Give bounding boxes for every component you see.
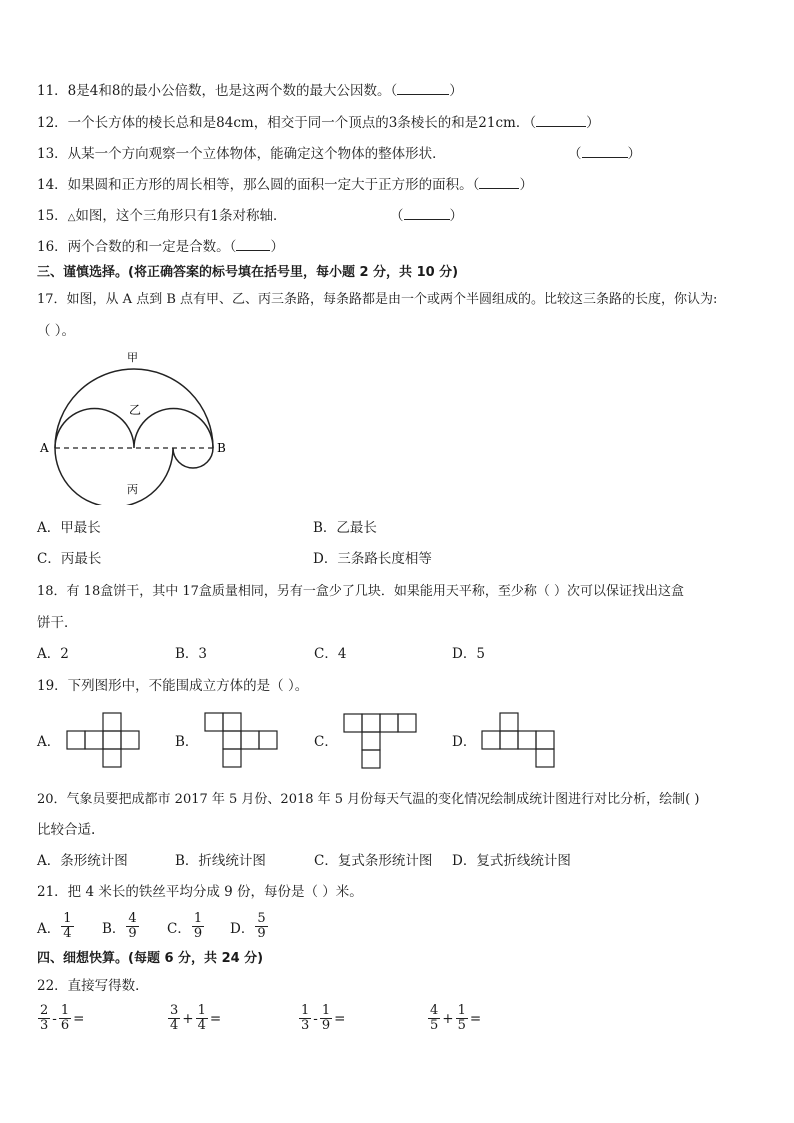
q18-option-b[interactable]: B．3 (175, 646, 208, 662)
cube-net-a[interactable] (66, 712, 142, 770)
question-22: 22．直接写得数． (37, 978, 149, 994)
q20-option-c[interactable]: C．复式条形统计图 (314, 853, 433, 869)
question-13-answer: （ ） (568, 146, 641, 162)
q18-option-a[interactable]: A．2 (37, 646, 69, 662)
label-point-b: B (217, 441, 226, 455)
q22-expression-3: $\frac{1}{3}$ - $\frac{1}{9}$ = (301, 1003, 346, 1033)
fraction: $\frac{5}{9}$ (257, 911, 266, 941)
fraction: $\frac{1}{4}$ (63, 911, 72, 941)
question-20-line1: 20．气象员要把成都市 2017 年 5 月份、2018 年 5 月份每天气温的变化情况绘制成统计图进行对比分析，绘制( ) (37, 792, 700, 807)
question-21: 21．把 4 米长的铁丝平均分成 9 份，每份是（ ）米。 (37, 884, 363, 900)
q18-option-c[interactable]: C．4 (314, 646, 347, 662)
answer-blank[interactable] (536, 114, 586, 127)
fraction: $\frac{1}{9}$ (193, 911, 203, 941)
q19-label-d[interactable]: D． (452, 734, 477, 750)
question-11: 11．8是4和8的最小公倍数，也是这两个数的最大公因数。（ ） (37, 83, 463, 99)
q21-option-c[interactable]: C． $\frac{1}{9}$ (167, 911, 203, 941)
answer-blank[interactable] (404, 207, 450, 220)
label-yi: 乙 (129, 403, 142, 417)
question-14: 14．如果圆和正方形的周长相等，那么圆的面积一定大于正方形的面积。（ ） (37, 177, 533, 193)
path-bing (55, 448, 213, 505)
q21-option-d[interactable]: D． $\frac{5}{9}$ (230, 911, 266, 941)
question-18-line2: 饼干． (37, 615, 78, 631)
question-17-line1: 17．如图，从 A 点到 B 点有甲、乙、丙三条路，每条路都是由一个或两个半圆组成的。比较这三条路的长度，你认为: (37, 292, 718, 307)
question-16: 16．两个合数的和一定是合数。（ ） (37, 239, 284, 255)
question-18-line1: 18．有 18盒饼干，其中 17盒质量相同，另有一盒少了几块．如果能用天平称，至少称（ ）次可以保证找出这盒 (37, 584, 685, 599)
q17-option-b[interactable]: B．乙最长 (313, 520, 377, 536)
q22-expression-1: $\frac{2}{3}$ - $\frac{1}{6}$ = (40, 1003, 85, 1033)
q19-label-b[interactable]: B． (175, 734, 199, 750)
cube-net-d[interactable] (481, 712, 557, 770)
section-4-heading: 四、细想快算。(每题 6 分，共 24 分) (37, 951, 264, 966)
question-12: 12．一个长方体的棱长总和是84cm，相交于同一个顶点的3条棱长的和是21cm．（ ） (37, 115, 600, 131)
answer-blank[interactable] (397, 82, 449, 95)
cube-net-b[interactable] (204, 712, 280, 770)
q17-option-c[interactable]: C．丙最长 (37, 551, 102, 567)
q22-expression-4: $\frac{4}{5}$ + $\frac{1}{5}$ = (430, 1003, 482, 1033)
q17-option-d[interactable]: D．三条路长度相等 (313, 551, 432, 567)
label-jia: 甲 (127, 351, 138, 364)
semicircle-paths-figure (35, 345, 245, 505)
question-15-answer: （ ） (390, 208, 463, 224)
question-13: 13．从某一个方向观察一个立体物体，能确定这个物体的整体形状． (37, 146, 446, 162)
answer-blank[interactable] (582, 145, 628, 158)
answer-blank[interactable] (236, 238, 270, 251)
q21-option-b[interactable]: B． $\frac{4}{9}$ (102, 911, 137, 941)
q17-option-a[interactable]: A．甲最长 (37, 520, 101, 536)
cube-net-c[interactable] (343, 712, 419, 772)
q18-option-d[interactable]: D．5 (452, 646, 485, 662)
small-triangle-icon: △ (67, 212, 76, 223)
question-17-line2: （ ）。 (37, 323, 76, 339)
q20-option-b[interactable]: B．折线统计图 (175, 853, 266, 869)
question-20-line2: 比较合适. (37, 822, 96, 838)
q20-option-a[interactable]: A．条形统计图 (37, 853, 128, 869)
label-point-a: A (40, 441, 49, 455)
question-19: 19．下列图形中，不能围成立方体的是（ ）。 (37, 678, 309, 694)
section-3-heading: 三、谨慎选择。(将正确答案的标号填在括号里，每小题 2 分，共 10 分) (37, 265, 459, 280)
q19-label-a[interactable]: A． (37, 734, 61, 750)
q21-option-a[interactable]: A． $\frac{1}{4}$ (37, 911, 72, 941)
fraction: $\frac{4}{9}$ (128, 911, 137, 941)
q20-option-d[interactable]: D．复式折线统计图 (452, 853, 571, 869)
q19-label-c[interactable]: C． (314, 734, 338, 750)
answer-blank[interactable] (479, 176, 519, 189)
question-15: 15．△如图，这个三角形只有1条对称轴． (37, 208, 287, 224)
q22-expression-2: $\frac{3}{4}$ + $\frac{1}{4}$ = (170, 1003, 222, 1033)
label-bing: 丙 (127, 483, 138, 496)
